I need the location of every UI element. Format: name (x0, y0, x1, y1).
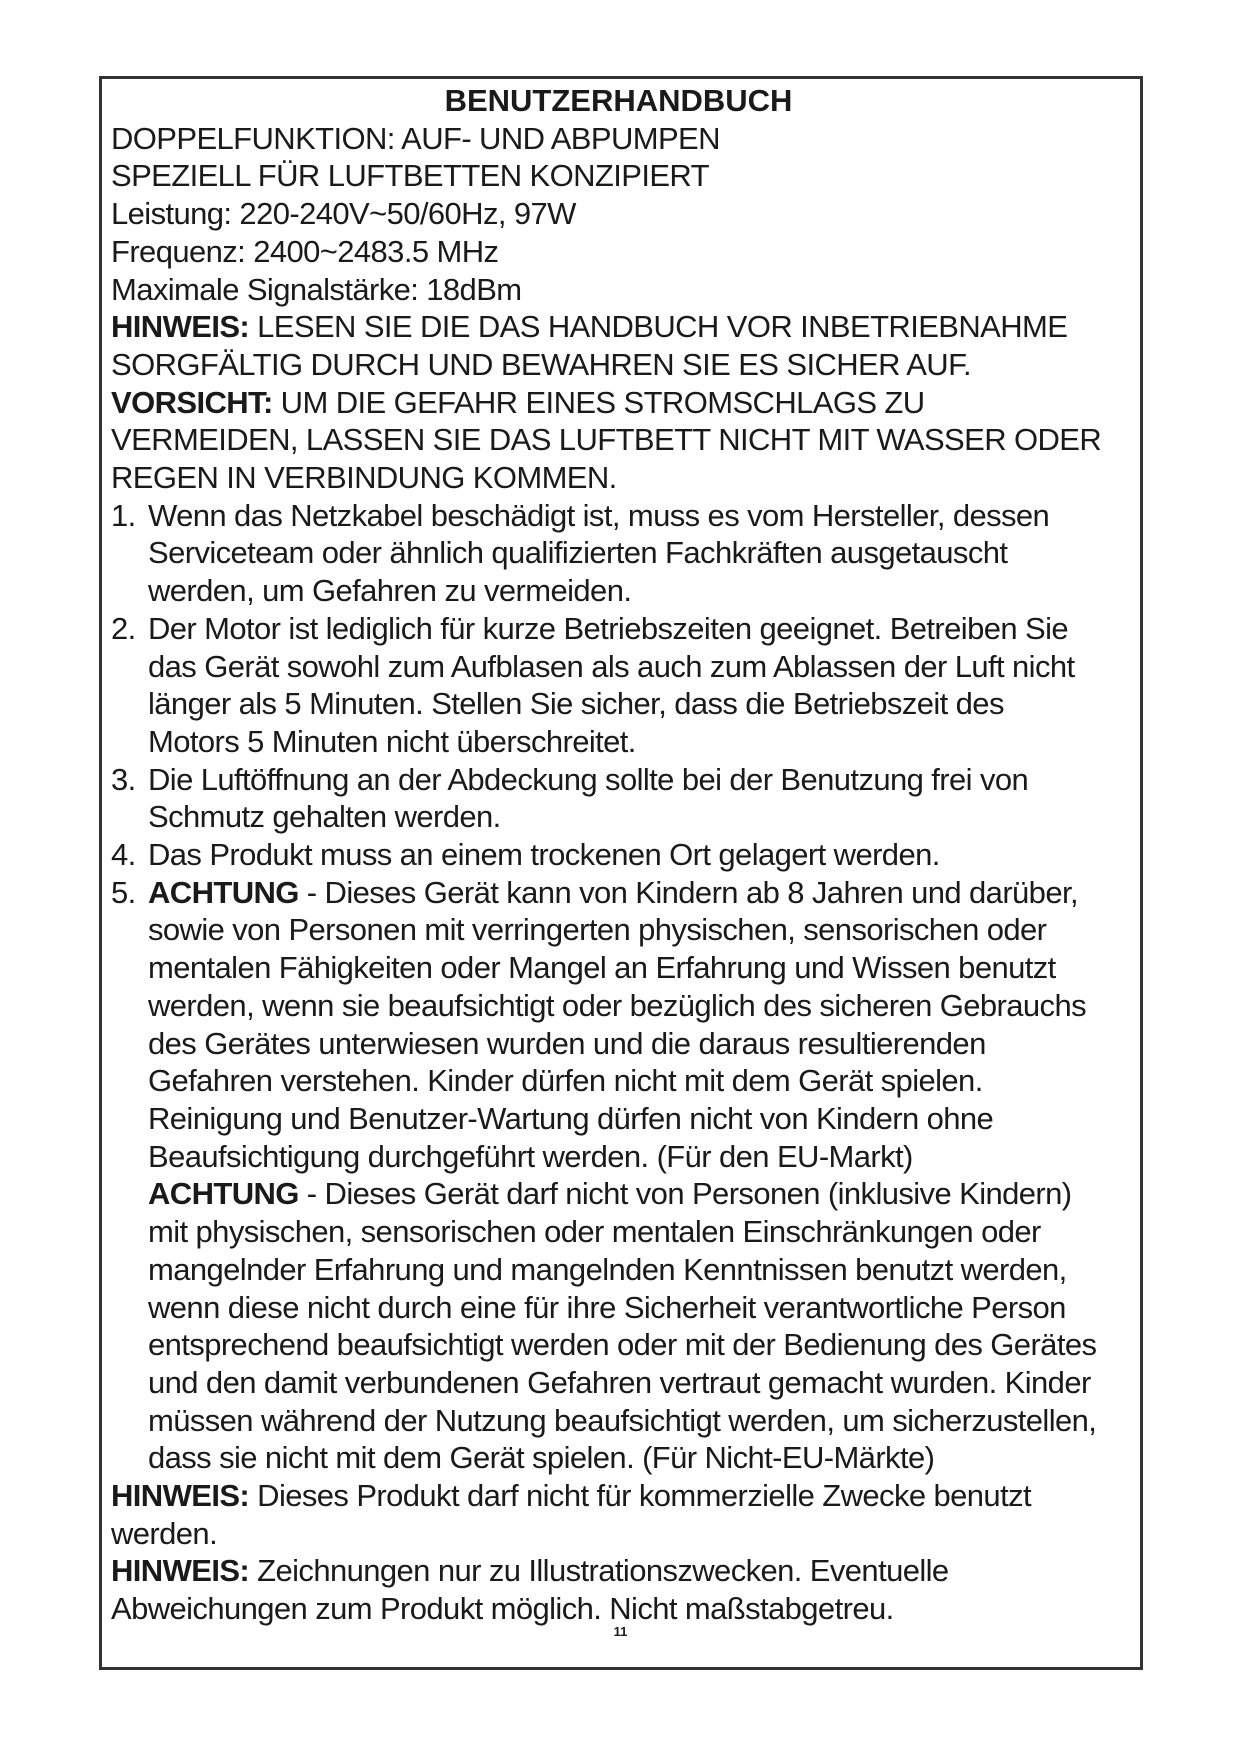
notice-label: HINWEIS: (111, 309, 250, 345)
list-item (111, 836, 1141, 874)
list-item-text: mentalen Fähigkeiten oder Mangel an Erfahrung und Wissen benutzt (148, 950, 1056, 986)
list-item-text: Gefahren verstehen. Kinder dürfen nicht mit dem Gerät spielen. (148, 1063, 983, 1099)
notice-text: Abweichungen zum Produkt möglich. Nicht maßstabgetreu. (111, 1591, 894, 1627)
caution-text: UM DIE GEFAHR EINES STROMSCHLAGS ZU (272, 384, 925, 420)
list-item-text: das Gerät sowohl zum Aufblasen als auch zum Ablassen der Luft nicht (148, 648, 1075, 684)
list-item-text: werden, um Gefahren zu vermeiden. (148, 573, 632, 609)
list-item-text: mangelnder Erfahrung und mangelnden Kenntnissen benutzt werden, (148, 1251, 1067, 1287)
notice-label: HINWEIS: (111, 1553, 250, 1589)
list-item-number: 2. (111, 610, 136, 646)
list-item (111, 761, 1141, 836)
page-number: 11 (613, 1624, 628, 1639)
list-item-text: länger als 5 Minuten. Stellen Sie sicher, dass die Betriebszeit des (148, 686, 1004, 722)
list-item (111, 610, 1141, 761)
header-line: DOPPELFUNKTION: AUF- UND ABPUMPEN (111, 120, 720, 156)
list-item-number: 1. (111, 497, 136, 533)
header-line: SPEZIELL FÜR LUFTBETTEN KONZIPIERT (111, 158, 709, 194)
list-item-text: Die Luftöffnung an der Abdeckung sollte bei der Benutzung frei von (148, 761, 1029, 797)
list-item-text: sowie von Personen mit verringerten physischen, sensorischen oder (148, 912, 1047, 948)
caution-block (111, 384, 1141, 497)
notice-commercial (111, 1477, 1141, 1552)
list-item-text: dass sie nicht mit dem Gerät spielen. (Für Nicht-EU-Märkte) (148, 1440, 935, 1476)
header-line: Leistung: 220-240V~50/60Hz, 97W (111, 196, 576, 232)
caution-text: REGEN IN VERBINDUNG KOMMEN. (111, 460, 617, 496)
list-item-number: 3. (111, 761, 136, 797)
notice-text: Zeichnungen nur zu Illustrationszwecken. Eventuelle (249, 1553, 949, 1589)
notice-illustrations (111, 1552, 1141, 1627)
list-item-text: des Gerätes unterwiesen wurden und die daraus resultierenden (148, 1025, 986, 1061)
notice-text: Dieses Produkt darf nicht für kommerzielle Zwecke benutzt (249, 1478, 1031, 1514)
list-item-text: müssen während der Nutzung beaufsichtigt werden, um sicherzustellen, (148, 1402, 1097, 1438)
list-item-text: Schmutz gehalten werden. (148, 799, 501, 835)
list-item-text: Der Motor ist lediglich für kurze Betriebszeiten geeignet. Betreiben Sie (148, 610, 1069, 646)
caution-label: VORSICHT: (111, 384, 273, 420)
warning-label: ACHTUNG (148, 1176, 299, 1212)
notice-text: werden. (111, 1515, 218, 1551)
warning-label: ACHTUNG (148, 874, 299, 910)
list-item (111, 874, 1141, 1477)
list-item-text: Wenn das Netzkabel beschädigt ist, muss es vom Hersteller, dessen (148, 497, 1050, 533)
list-item-number: 4. (111, 837, 136, 873)
header-line: Maximale Signalstärke: 18dBm (111, 271, 522, 307)
list-item-text: Reinigung und Benutzer-Wartung dürfen nicht von Kindern ohne (148, 1100, 994, 1136)
list-item-text: und den damit verbundenen Gefahren vertraut gemacht wurden. Kinder (148, 1364, 1091, 1400)
header-line: Frequenz: 2400~2483.5 MHz (111, 233, 499, 269)
list-item-text: - Dieses Gerät kann von Kindern ab 8 Jahren und darüber, (298, 874, 1078, 910)
notice-text: SORGFÄLTIG DURCH UND BEWAHREN SIE ES SICHER AUF. (111, 346, 971, 382)
page-title: BENUTZERHANDBUCH (444, 83, 793, 118)
list-item-text: - Dieses Gerät darf nicht von Personen (inklusive Kindern) (298, 1176, 1072, 1212)
list-item (111, 497, 1141, 610)
notice-label: HINWEIS: (111, 1478, 250, 1514)
manual-content (111, 82, 1141, 1628)
list-item-text: mit physischen, sensorischen oder mentalen Einschränkungen oder (148, 1214, 1041, 1250)
caution-text: VERMEIDEN, LASSEN SIE DAS LUFTBETT NICHT MIT WASSER ODER (111, 422, 1102, 458)
list-item-text: entsprechend beaufsichtigt werden oder mit der Bedienung des Gerätes (148, 1327, 1097, 1363)
notice-read-manual (111, 308, 1141, 383)
list-item-text: Das Produkt muss an einem trockenen Ort gelagert werden. (148, 837, 940, 873)
list-item-number: 5. (111, 874, 136, 910)
list-item-text: wenn diese nicht durch eine für ihre Sicherheit verantwortliche Person (148, 1289, 1066, 1325)
list-item-text: Serviceteam oder ähnlich qualifizierten Fachkräften ausgetauscht (148, 535, 1008, 571)
list-item-text: Beaufsichtigung durchgeführt werden. (Für den EU-Markt) (148, 1138, 913, 1174)
list-item-text: werden, wenn sie beaufsichtigt oder bezüglich des sicheren Gebrauchs (148, 987, 1087, 1023)
notice-text: LESEN SIE DIE DAS HANDBUCH VOR INBETRIEBNAHME (249, 309, 1068, 345)
list-item-text: Motors 5 Minuten nicht überschreitet. (148, 723, 636, 759)
